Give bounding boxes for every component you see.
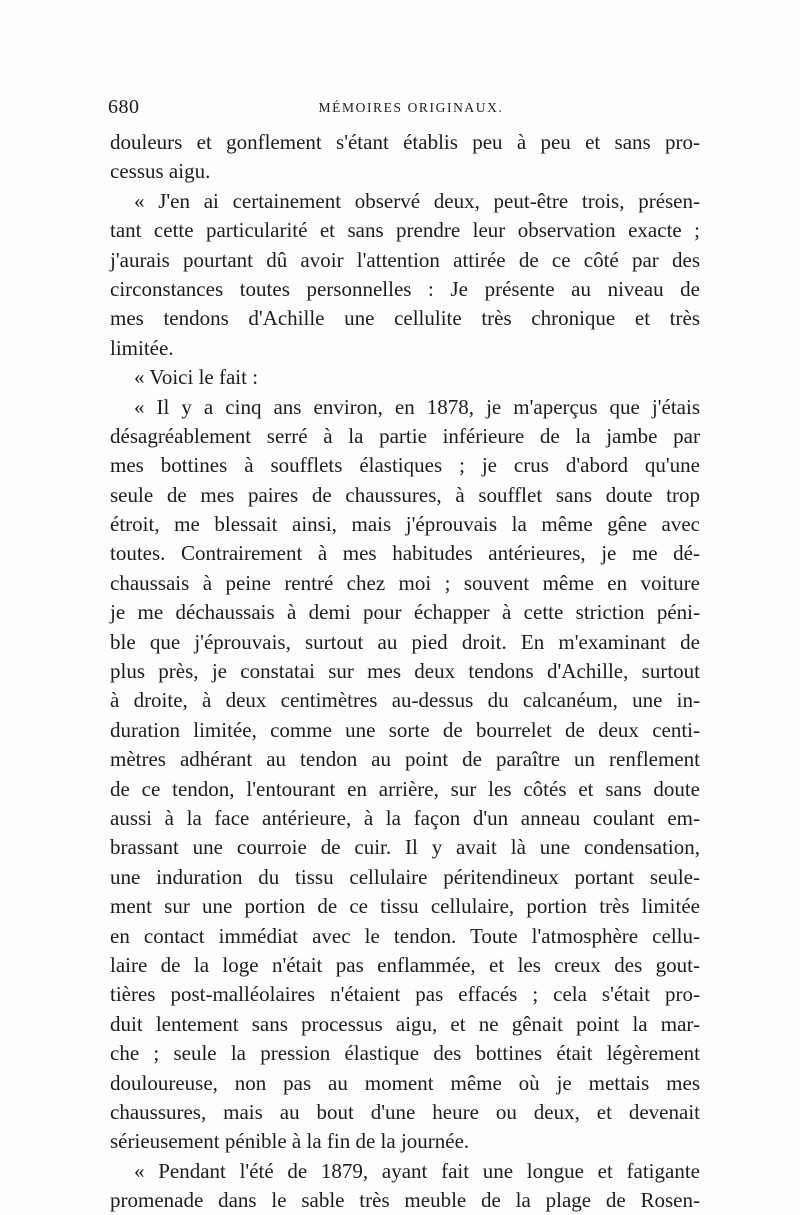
running-header [108,96,696,120]
text-line: sérieusement pénible à la fin de la journée. [110,1129,470,1154]
text-line: che ; seule la pression élastique des bottines était légèrement [110,1041,700,1066]
text-line: duit lentement sans processus aigu, et ne gênait point la mar- [110,1011,700,1036]
body-text [110,128,700,1215]
text-line: tières post-malléolaires n'étaient pas effacés ; cela s'était pro- [110,982,700,1007]
text-line: je me déchaussais à demi pour échapper à cette striction péni- [110,600,700,625]
text-line: « J'en ai certainement observé deux, peut-être trois, présen- [134,188,700,213]
text-line: « Pendant l'été de 1879, ayant fait une longue et fatigante [134,1158,700,1183]
text-line: promenade dans le sable très meuble de la plage de Rosen- [110,1188,700,1213]
running-title: MÉMOIRES ORIGINAUX. [318,100,504,115]
text-line: « Il y a cinq ans environ, en 1878, je m'aperçus que j'étais [134,394,700,419]
text-line: « Voici le fait : [134,365,259,390]
text-line: chaussures, mais au bout d'une heure ou deux, et devenait [110,1099,700,1124]
text-line: une induration du tissu cellulaire péritendineux portant seule- [110,864,700,889]
text-line: à droite, à deux centimètres au-dessus du calcanéum, une in- [110,688,700,713]
text-line: étroit, me blessait ainsi, mais j'éprouvais la même gêne avec [110,512,700,537]
text-line: mètres adhérant au tendon au point de paraître un renflement [110,747,700,772]
text-line: douleurs et gonflement s'étant établis peu à peu et sans pro- [110,130,700,154]
text-line: laire de la loge n'était pas enflammée, et les creux des gout- [110,952,700,977]
page-number: 680 [108,96,140,118]
text-line: de ce tendon, l'entourant en arrière, sur les côtés et sans doute [110,776,700,801]
text-line: désagréablement serré à la partie inférieure de la jambe par [110,423,700,448]
text-line: ment sur une portion de ce tissu cellulaire, portion très limitée [110,894,700,919]
text-line: tant cette particularité et sans prendre leur observation exacte ; [110,218,700,243]
text-line: limitée. [110,335,174,360]
text-line: aussi à la face antérieure, à la façon d'un anneau coulant em- [110,805,700,830]
text-line: mes bottines à soufflets élastiques ; je crus d'abord qu'une [110,453,700,478]
text-line: ble que j'éprouvais, surtout au pied droit. En m'examinant de [110,629,700,654]
text-line: chaussais à peine rentré chez moi ; souvent même en voiture [110,570,700,595]
text-line: mes tendons d'Achille une cellulite très chronique et très [110,306,700,331]
text-line: cessus aigu. [110,159,211,184]
text-line: plus près, je constatai sur mes deux tendons d'Achille, surtout [110,659,700,684]
text-line: seule de mes paires de chaussures, à soufflet sans doute trop [110,482,700,507]
text-line: brassant une courroie de cuir. Il y avait là une condensation, [110,835,700,860]
text-line: duration limitée, comme une sorte de bourrelet de deux centi- [110,717,700,742]
text-line: en contact immédiat avec le tendon. Toute l'atmosphère cellu- [110,923,700,948]
text-line: douloureuse, non pas au moment même où je mettais mes [110,1070,700,1095]
text-line: circonstances toutes personnelles : Je présente au niveau de [110,276,700,301]
text-line: j'aurais pourtant dû avoir l'attention attirée de ce côté par des [110,247,700,272]
text-line: toutes. Contrairement à mes habitudes antérieures, je me dé- [110,541,700,566]
